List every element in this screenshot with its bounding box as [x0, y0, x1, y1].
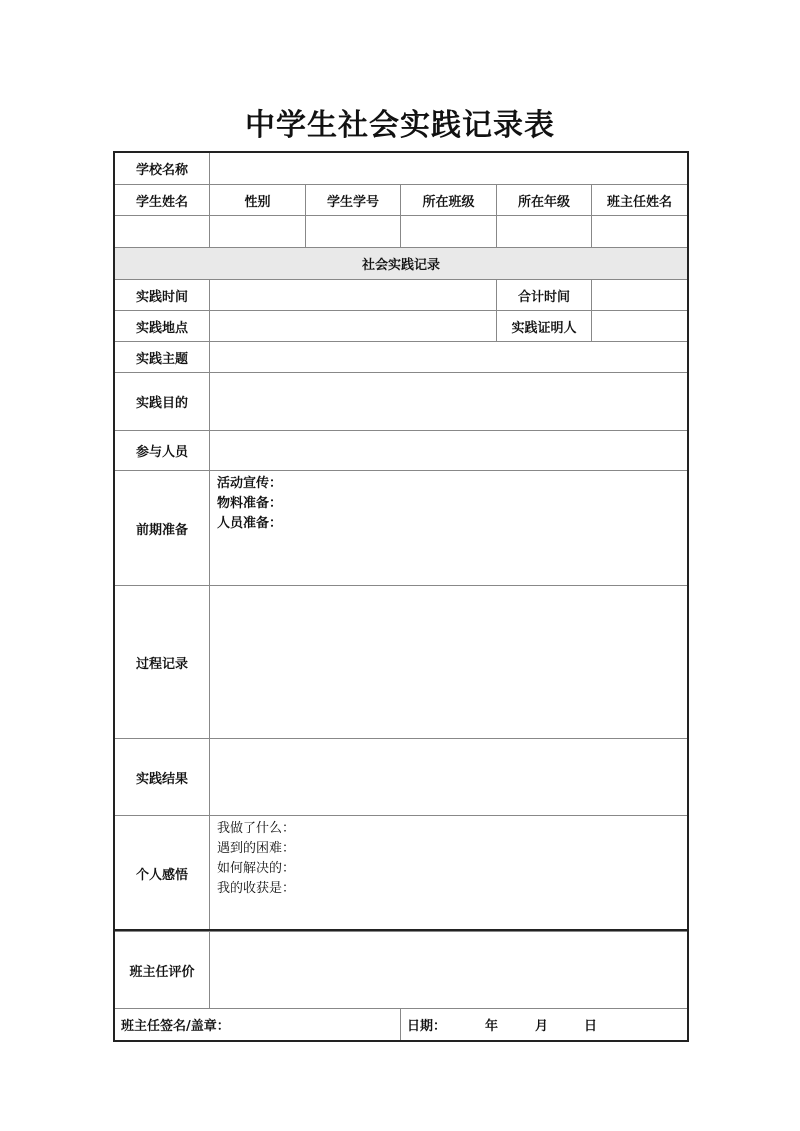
purpose-label: 实践目的: [115, 373, 210, 431]
gender-field[interactable]: [210, 216, 306, 248]
time-field[interactable]: [210, 280, 497, 311]
signature-cell[interactable]: [115, 1009, 401, 1041]
signature-label: 班主任签名/盖章：: [121, 1019, 230, 1034]
time-label: 实践时间: [115, 280, 210, 311]
day-label: 日: [584, 1019, 598, 1034]
total-time-field[interactable]: [592, 280, 688, 311]
process-field[interactable]: [210, 586, 688, 739]
school-name-field[interactable]: [210, 153, 688, 185]
student-name-field[interactable]: [115, 216, 210, 248]
evaluation-label: 班主任评价: [115, 932, 210, 1009]
location-label: 实践地点: [115, 311, 210, 342]
reflection-line: 遇到的困难：: [217, 841, 296, 856]
result-label: 实践结果: [115, 739, 210, 816]
theme-label: 实践主题: [115, 342, 210, 373]
gender-label: 性别: [210, 185, 306, 216]
total-time-label: 合计时间: [497, 280, 592, 311]
participants-field[interactable]: [210, 431, 688, 471]
preparation-line: 物料准备：: [217, 496, 283, 511]
purpose-field[interactable]: [210, 373, 688, 431]
witness-field[interactable]: [592, 311, 688, 342]
process-label: 过程记录: [115, 586, 210, 739]
practice-record-form: [114, 152, 688, 1041]
location-field[interactable]: [210, 311, 497, 342]
reflection-line: 我做了什么：: [217, 821, 296, 836]
preparation-field[interactable]: [210, 471, 688, 586]
school-name-label: 学校名称: [115, 153, 210, 185]
student-id-label: 学生学号: [306, 185, 401, 216]
head-teacher-label: 班主任姓名: [592, 185, 688, 216]
student-id-field[interactable]: [306, 216, 401, 248]
head-teacher-field[interactable]: [592, 216, 688, 248]
student-name-label: 学生姓名: [115, 185, 210, 216]
class-label: 所在班级: [401, 185, 497, 216]
month-label: 月: [535, 1019, 549, 1034]
result-field[interactable]: [210, 739, 688, 816]
page-title: 中学生社会实践记录表: [245, 108, 555, 143]
preparation-label: 前期准备: [115, 471, 210, 586]
evaluation-divider: [114, 929, 687, 931]
grade-field[interactable]: [497, 216, 592, 248]
evaluation-field[interactable]: [210, 932, 688, 1009]
theme-field[interactable]: [210, 342, 688, 373]
grade-label: 所在年级: [497, 185, 592, 216]
section-title: 社会实践记录: [115, 248, 688, 280]
reflection-line: 如何解决的：: [217, 861, 296, 876]
reflection-field[interactable]: [210, 816, 688, 932]
witness-label: 实践证明人: [497, 311, 592, 342]
preparation-line: 活动宣传：: [217, 476, 283, 491]
year-label: 年: [485, 1019, 499, 1034]
date-label: 日期：: [407, 1019, 447, 1034]
date-cell[interactable]: [401, 1009, 688, 1041]
preparation-line: 人员准备：: [217, 516, 283, 531]
class-field[interactable]: [401, 216, 497, 248]
reflection-label: 个人感悟: [115, 816, 210, 932]
reflection-line: 我的收获是：: [217, 881, 296, 896]
participants-label: 参与人员: [115, 431, 210, 471]
